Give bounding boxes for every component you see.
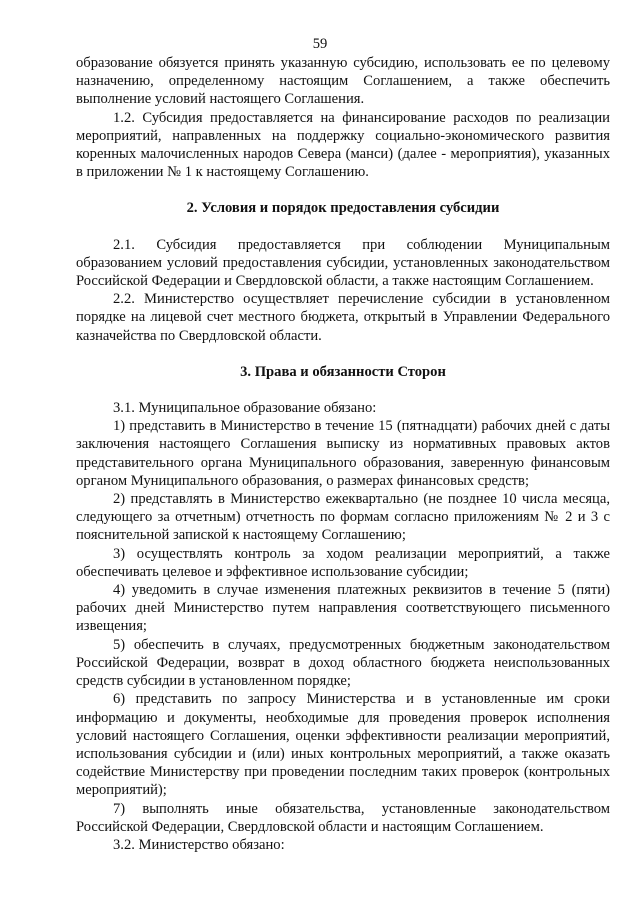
list-item-3-1-5: 5) обеспечить в случаях, предусмотренных бюджетным законодательством Российской Федерации, возврат в доход областного бюджета неиспользованных средств субсидии в установленном порядке;: [76, 636, 610, 690]
section-3-heading: 3. Права и обязанности Сторон: [240, 363, 446, 380]
list-item-3-1-2: 2) представлять в Министерство ежеквартально (не позднее 10 числа месяца, следующего за отчетным) отчетность по формам согласно приложениям № 2 и 3 с пояснительной запиской к настоящему Соглашению;: [76, 491, 610, 544]
paragraph-2-2: 2.2. Министерство осуществляет перечисление субсидии в установленном порядке на лицевой счет местного бюджета, открытый в Управлении Федерального казначейства по Свердловской области.: [76, 291, 610, 344]
page-number: 59: [312, 36, 328, 52]
paragraph-3-1: 3.1. Муниципальное образование обязано:: [113, 400, 377, 417]
list-item-3-1-7: 7) выполнять иные обязательства, установленные законодательством Российской Федерации, Свердловской области и настоящим Соглашением.: [76, 800, 610, 835]
list-item-3-1-3: 3) осуществлять контроль за ходом реализации мероприятий, а также обеспечивать целевое и эффективное использование субсидии;: [76, 545, 610, 580]
paragraph-1-2: 1.2. Субсидия предоставляется на финансирование расходов по реализации мероприятий, направленных на поддержку социально-экономического развития коренных малочисленных народов Севера (манси) (далее - мероприятия), указанных в приложении № 1 к настоящему Соглашению.: [76, 109, 610, 181]
list-item-3-1-1: 1) представить в Министерство в течение 15 (пятнадцати) рабочих дней с даты заключения настоящего Соглашения выписку из нормативных правовых актов представительного органа Муниципального образования, заверенную финансовым органом Муниципального образования, о размерах финансовых средств;: [76, 418, 610, 489]
list-item-3-1-6: 6) представить по запросу Министерства и в установленные им сроки информацию и документы, необходимые для проведения проверок исполнения условий настоящего Соглашения, оценки эффективности реализации мероприятий, использования субсидии и (или) иных контрольных мероприятий, а также оказать содействие Министерству при проведении последним таких проверок (контрольных мероприятий);: [76, 691, 610, 799]
paragraph-intro-continuation: образование обязуется принять указанную субсидию, использовать ее по целевому назначению, определенному настоящим Соглашением, а также обеспечить выполнение условий настоящего Соглашения.: [76, 55, 610, 108]
paragraph-2-1: 2.1. Субсидия предоставляется при соблюдении Муниципальным образованием условий предоставления субсидии, установленных законодательством Российской Федерации и Свердловской области, а также настоящим Соглашением.: [76, 236, 610, 290]
document-body: [76, 54, 610, 854]
paragraph-3-2: 3.2. Министерство обязано:: [113, 836, 285, 853]
section-2-heading: 2. Условия и порядок предоставления субсидии: [186, 200, 500, 217]
list-item-3-1-4: 4) уведомить в случае изменения платежных реквизитов в течение 5 (пяти) рабочих дней Министерство путем направления соответствующего письменного извещения;: [76, 582, 610, 635]
